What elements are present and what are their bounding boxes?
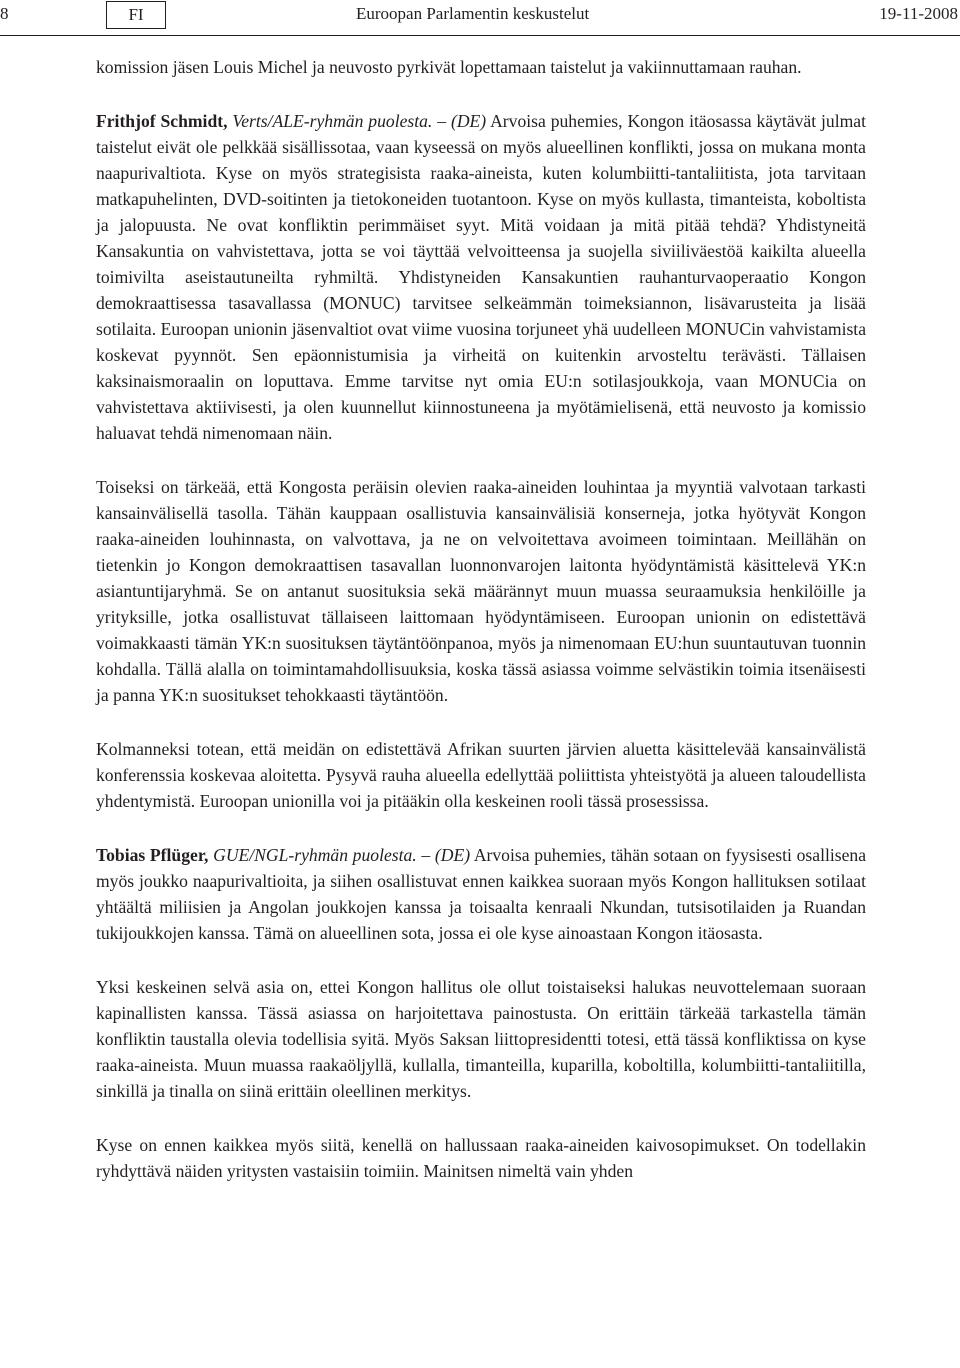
paragraph-text: Arvoisa puhemies, Kongon itäosassa käytävät julmat taistelut eivät ole pelkkää sisällissotaa, vaan kyseessä on myös alueellinen konflikti, jossa on mukana monta naapurivaltiota. Kyse on myös strategisista raaka-aineista, kuten kolumbiitti-tantaliitista, jota tarvitaan matkapuhelinten, DVD-soitinten ja tietokoneiden tuotantoon. Kyse on myös kullasta, timanteista, koboltista ja jalopuusta. Ne ovat konfliktin perimmäiset syyt. Mitä voidaan ja mitä pitää tehdä? Yhdistyneitä Kansakuntia on vahvistettava, jotta se voi täyttää velvoitteensa ja suojella siviiliväestöä kaikilta alueella toimivilta aseistautuneilta ryhmiltä. Yhdistyneiden Kansakuntien rauhanturvaoperaatio Kongon demokraattisessa tasavallassa (MONUC) tarvitsee selkeämmän toimeksiannon, lisävarusteita ja lisää sotilaita. Euroopan unionin jäsenvaltiot ovat viime vuosina torjuneet yhä uudelleen MONUCin vahvistamista koskevat pyynnöt. Sen epäonnistumisia ja virheitä on kuitenkin arvosteltu terävästi. Tällaisen kaksinaismoraalin on loputtava. Emme tarvitse nyt omia EU:n sotilasjoukkoja, vaan MONUCia on vahvistettava aktiivisesti, ja olen kuunnellut kiinnostuneena ja myötämielisenä, että neuvosto ja komissio haluavat tehdä nimenomaan näin. bbox=[96, 111, 866, 443]
speaker-name: Tobias Pflüger, bbox=[96, 845, 209, 865]
paragraph-text: Kyse on ennen kaikkea myös siitä, kenellä on hallussaan raaka-aineiden kaivosopimukset. On todellakin ryhdyttävä näiden yritysten vastaisiin toimiin. Mainitsen nimeltä vain yhden bbox=[96, 1135, 866, 1181]
paragraph bbox=[96, 974, 866, 1104]
document-title: Euroopan Parlamentin keskustelut bbox=[356, 4, 590, 23]
document-body bbox=[96, 54, 866, 1212]
paragraph-text: Kolmanneksi totean, että meidän on edistettävä Afrikan suurten järvien aluetta käsittelevää kansainvälistä konferenssia koskevaa aloitetta. Pysyvä rauha alueella edellyttää poliittista yhteistyötä ja alueen taloudellista yhdentymistä. Euroopan unionilla voi ja pitääkin olla keskeinen rooli tässä prosessissa. bbox=[96, 739, 866, 811]
speaker-affiliation: Verts/ALE-ryhmän puolesta. – (DE) bbox=[232, 111, 487, 131]
page-number: 8 bbox=[0, 4, 9, 23]
paragraph bbox=[96, 1132, 866, 1184]
paragraph-text: Arvoisa puhemies, tähän sotaan on fyysisesti osallisena myös joukko naapurivaltioita, ja siihen osallistuvat ennen kaikkea suoraan myös Kongon hallituksen sotilaat yhtäältä miliisien ja Angolan joukkojen kanssa ja toisaalta kenraali Nkundan, tutsisotilaiden ja Ruandan tukijoukkojen kanssa. Tämä on alueellinen sota, jossa ei ole kyse ainoastaan Kongon itäosasta. bbox=[96, 845, 866, 943]
paragraph bbox=[96, 54, 866, 80]
speaker-name: Frithjof Schmidt, bbox=[96, 111, 228, 131]
paragraph-speech-pfluger bbox=[96, 842, 866, 946]
page-header bbox=[0, 0, 960, 34]
paragraph-text: komission jäsen Louis Michel ja neuvosto pyrkivät lopettamaan taistelut ja vakiinnuttamaan rauhan. bbox=[96, 57, 802, 77]
paragraph bbox=[96, 736, 866, 814]
language-code-box: FI bbox=[106, 1, 166, 29]
header-divider bbox=[0, 35, 960, 36]
paragraph bbox=[96, 474, 866, 708]
paragraph-speech-schmidt bbox=[96, 108, 866, 446]
paragraph-text: Toiseksi on tärkeää, että Kongosta peräisin olevien raaka-aineiden louhintaa ja myyntiä valvotaan tarkasti kansainvälisellä tasolla. Tähän kauppaan osallistuvia kansainvälisiä konserneja, jotka hyötyvät Kongon raaka-aineiden louhinnasta, on valvottava, ja ne on velvoitettava avoimeen toimintaan. Meillähän on tietenkin jo Kongon demokraattisen tasavallan luonnonvarojen laitonta hyödyntämistä käsittelevä YK:n asiantuntijaryhmä. Se on antanut suosituksia sekä määrännyt muun muassa seuraamuksia henkilöille ja yrityksille, jotka osallistuvat tällaiseen laittomaan hyödyntämiseen. Euroopan unionin on edistettävä voimakkaasti tämän YK:n suosituksen täytäntöönpanoa, myös ja nimenomaan EU:hun suuntautuvan tuonnin kohdalla. Tällä alalla on toimintamahdollisuuksia, koska tässä asiassa voimme selvästikin toimia itsenäisesti ja panna YK:n suositukset tehokkaasti täytäntöön. bbox=[96, 477, 866, 705]
document-date: 19-11-2008 bbox=[879, 4, 958, 23]
paragraph-text: Yksi keskeinen selvä asia on, ettei Kongon hallitus ole ollut toistaiseksi halukas neuvottelemaan suoraan kapinallisten kanssa. Tässä asiassa on harjoitettava painostusta. On erittäin tärkeää tarkastella tämän konfliktin taustalla olevia todellisia syitä. Myös Saksan liittopresidentti totesi, että tässä konfliktissa on kyse raaka-aineista. Muun muassa raakaöljyllä, kullalla, timanteilla, kuparilla, koboltilla, kolumbiitti-tantaliitilla, sinkillä ja tinalla on siinä erittäin oleellinen merkitys. bbox=[96, 977, 866, 1101]
speaker-affiliation: GUE/NGL-ryhmän puolesta. – (DE) bbox=[213, 845, 471, 865]
